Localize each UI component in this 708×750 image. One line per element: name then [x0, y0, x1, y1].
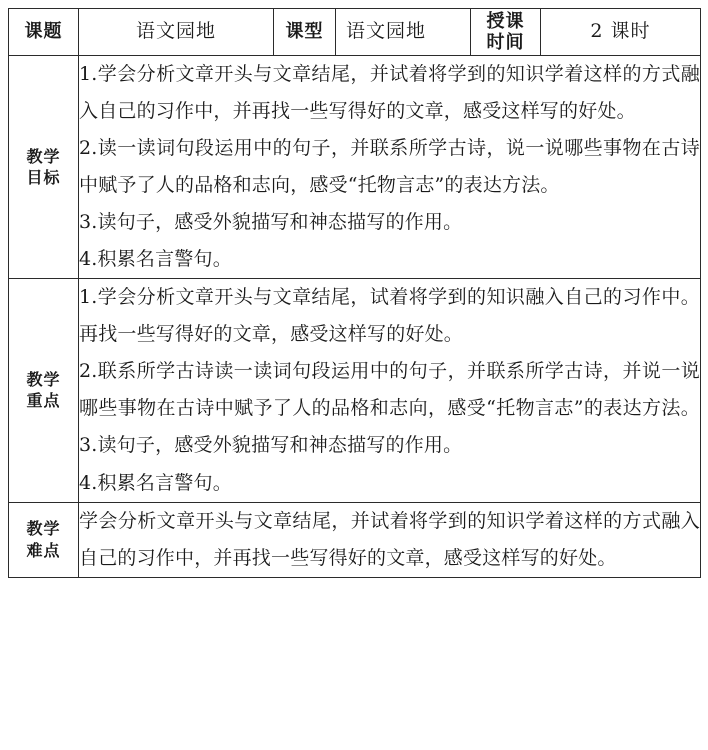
topic-label: 课题: [9, 9, 79, 56]
row-content-key-points: [79, 279, 701, 502]
row-label-objectives: [9, 56, 79, 279]
lesson-type-label: 课型: [274, 9, 336, 56]
difficulty-item-1: 学会分析文章开头与文章结尾，并试着将学到的知识学着这样的方式融入自己的习作中，并再找一些写得好的文章，感受这样写的好处。: [79, 509, 700, 569]
row-label-objectives-line2: 目标: [26, 168, 61, 188]
table-row-difficulties: [9, 502, 701, 577]
row-label-key-points-line2: 重点: [26, 391, 61, 411]
row-label-key-points: [9, 279, 79, 502]
teaching-time-label-line2: 时间: [486, 32, 525, 53]
objective-item-2: 2.读一读词句段运用中的句子，并联系所学古诗，说一说哪些事物在古诗中赋予了人的品格和志向，感受“托物言志”的表达方法。: [79, 137, 700, 197]
key-point-item-1: 1.学会分析文章开头与文章结尾，试着将学到的知识融入自己的习作中。再找一些写得好的文章，感受这样写的好处。: [79, 286, 700, 346]
topic-value: 语文园地: [79, 9, 274, 56]
row-content-difficulties: [79, 502, 701, 577]
table-row-key-points: [9, 279, 701, 502]
objective-item-1: 1.学会分析文章开头与文章结尾，并试着将学到的知识学着这样的方式融入自己的习作中，并再找一些写得好的文章，感受这样写的好处。: [79, 63, 700, 123]
teaching-time-value: 2 课时: [541, 9, 701, 56]
row-label-difficulties: [9, 502, 79, 577]
row-label-objectives-line1: 教学: [26, 146, 61, 166]
page-bottom-clip: [0, 746, 708, 750]
lesson-type-value: 语文园地: [336, 9, 471, 56]
table-header-row: [9, 9, 701, 56]
key-point-item-3: 4.积累名言警句。: [79, 471, 232, 494]
teaching-time-label-line1: 授课: [486, 10, 525, 32]
row-label-key-points-line1: 教学: [26, 369, 61, 389]
objective-item-4: 4.积累名言警句。: [79, 248, 232, 271]
lesson-plan-table: [8, 8, 701, 578]
row-label-difficulties-line1: 教学: [26, 519, 61, 539]
table-row-objectives: [9, 56, 701, 279]
teaching-time-label: [471, 9, 541, 56]
row-label-difficulties-line2: 难点: [26, 540, 61, 560]
objective-item-3: 3.读句子，感受外貌描写和神态描写的作用。: [79, 211, 463, 234]
key-point-item-2: 2.联系所学古诗读一读词句段运用中的句子，并联系所学古诗，并说一说哪些事物在古诗中赋予了人的品格和志向，感受“托物言志”的表达方法。3.读句子，感受外貌描写和神态描写的作用。: [79, 360, 700, 457]
row-content-objectives: [79, 56, 701, 279]
